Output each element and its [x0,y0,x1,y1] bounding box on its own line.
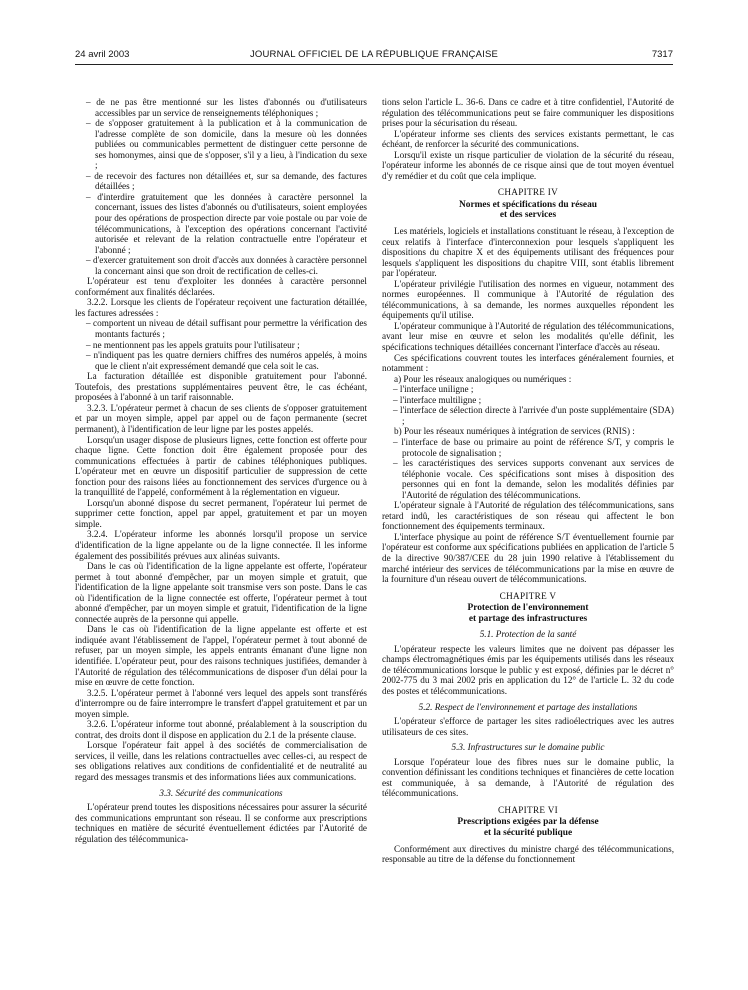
paragraph: L'opérateur signale à l'Autorité de régulation des télécommunications, sans retard indû, les caractéristiques de son réseau qui affectent le bon fonctionnement des équipements terminaux. [382,500,674,532]
paragraph: L'interface physique au point de référence S/T éventuellement fournie par l'opérateur est conforme aux spécifications publiées en application de l'article 5 de la directive 90/387/CEE du 28 juin 1990 relative à l'établissement du marché intérieur des services de télécommunications par la mise en œuvre de la fourniture d'un réseau ouvert de télécommunications. [382,531,674,585]
paragraph: La facturation détaillée est disponible gratuitement pour l'abonné. Toutefois, des prestations supplémentaires peuvent être, le cas échéant, proposées à l'abonné à un tarif raisonnable. [75,371,367,403]
paragraph: 3.2.4. L'opérateur informe les abonnés lorsqu'il propose un service d'identification de la ligne appelante ou de la ligne connectée. Il les informe également des possibilités prévues aux alinéas suivants. [75,529,367,561]
journal-title: JOURNAL OFFICIEL DE LA RÉPUBLIQUE FRANÇAISE [249,49,499,60]
header-rule [75,64,673,65]
right-column [382,97,674,977]
paragraph: Dans le cas où l'identification de la ligne appelante est offerte et est indiquée avant l'établissement de l'appel, l'opérateur permet à tout abonné de refuser, par un moyen simple, les appels entrants émanant d'une ligne non identifiée. L'opérateur peut, pour des raisons techniques justifiées, demander à l'Autorité de régulation des télécommunications de disposer d'un délai pour la mise en œuvre de cette fonction. [75,624,367,688]
paragraph: L'opérateur prend toutes les dispositions nécessaires pour assurer la sécurité des communications empruntant son réseau. Il se conforme aux prescriptions techniques en matière de sécurité éventuellement édictées par l'Autorité de régulation des télécommunica- [75,802,367,844]
paragraph: Les matériels, logiciels et installations constituant le réseau, à l'exception de ceux relatifs à l'interface d'interconnexion pour lesquels s'appliquent les dispositions du chapitre X et des équipements utilisant des fréquences pour lesquels s'appliquent les dispositions du chapitre VIII, sont établis librement par l'opérateur. [382,226,674,279]
list-item: – l'interface uniligne ; [393,384,474,395]
paragraph: 3.2.5. L'opérateur permet à l'abonné vers lequel des appels sont transférés d'interrompre ou de faire interrompre le transfert d'appel gratuitement et par un moyen simple. [75,687,367,719]
section-heading: 5.1. Protection de la santé [479,629,577,640]
paragraph: tions selon l'article L. 36-6. Dans ce cadre et à titre confidentiel, l'Autorité de régulation des télécommunications peut se faire communiquer les dispositions prises pour la sécurisation du réseau. [382,97,674,129]
chapter-title [382,817,674,838]
paragraph: L'opérateur informe ses clients des services existants permettant, le cas échéant, de renforcer la sécurité des communications. [382,128,674,150]
list-item: – les caractéristiques des services supports convenant aux services de téléphonie vocale. Ces spécifications sont mises à disposition des personnes qui en font la demande, selon les modalités définies par l'Autorité de régulation des télécommunications. [393,458,674,500]
paragraph: L'opérateur communique à l'Autorité de régulation des télécommunications, avant leur mise en œuvre et selon les modalités qu'elle définit, les spécifications techniques détaillées concernant l'interface d'accès au réseau. [382,320,674,353]
paragraph: 3.2.2. Lorsque les clients de l'opérateur reçoivent une facturation détaillée, les factures adressées : [75,297,367,318]
list-item: – ne mentionnent pas les appels gratuits pour l'utilisateur ; [86,339,300,350]
chapter-title-line: Normes et spécifications du réseau [459,199,597,210]
paragraph: L'opérateur s'efforce de partager les sites radioélectriques avec les autres utilisateurs de ces sites. [382,716,674,737]
paragraph: Ces spécifications couvrent toutes les interfaces généralement fournies, et notamment : [382,352,674,374]
paragraph: L'opérateur privilégie l'utilisation des normes en vigueur, notamment des normes européennes. Il communique à l'Autorité de régulation des télécommunications, à sa demande, les normes auxquelles répondent les équipements qu'il utilise. [382,278,674,321]
paragraph: Lorsqu'un usager dispose de plusieurs lignes, cette fonction est offerte pour chaque ligne. Cette fonction doit être également proposée pour des communications effectuées à partir de cabines téléphoniques publiques. L'opérateur met en œuvre un dispositif particulier de suppression de cette fonction pour des raisons liées au fonctionnement des services d'urgence ou à la tranquillité de l'appelé, conformément à la réglementation en vigueur. [75,434,367,498]
paragraph: Lorsqu'il existe un risque particulier de violation de la sécurité du réseau, l'opérateur informe les abonnés de ce risque ainsi que de tout moyen éventuel d'y remédier et du coût que cela implique. [382,149,674,181]
paragraph: L'opérateur respecte les valeurs limites que ne doivent pas dépasser les champs électromagnétiques émis par les équipements utilisés dans les réseaux de télécommunications lorsque le public y est exposé, définies par le décret n° 2002-775 du 3 mai 2002 pris en application du 12° de l'article L. 32 du code des postes et télécommunications. [382,643,674,696]
chapter-title-line: et des services [499,210,557,221]
paragraph: a) Pour les réseaux analogiques ou numériques : [394,373,572,384]
left-column [75,97,367,977]
chapter-title-line: Protection de l'environnement [467,603,589,614]
list-item: – l'interface de sélection directe à l'arrivée d'un poste supplémentaire (SDA) ; [393,405,674,426]
paragraph: Conformément aux directives du ministre chargé des télécommunications, responsable au titre de la défense du fonctionnement [382,843,674,865]
paragraph: Lorsque l'opérateur fait appel à des sociétés de commercialisation de services, il veille, dans les relations contractuelles avec celles-ci, au respect de ses obligations relatives aux conditions de confidentialité et de neutralité au regard des messages transmis et des informations liées aux communications. [75,740,367,782]
chapter-heading: CHAPITRE IV [497,187,559,198]
paragraph: Dans le cas où l'identification de la ligne appelante est offerte, l'opérateur permet à tout abonné d'empêcher, par un moyen simple et gratuit, que l'identification de la ligne appelante soit transmise vers son poste. Dans le cas où l'identification de la ligne connectée est offerte, l'opérateur permet à tout abonné d'empêcher, par un moyen simple et gratuit, l'identification de la ligne connectée auprès de la personne qui appelle. [75,561,367,624]
list-item: – d'exercer gratuitement son droit d'accès aux données à caractère personnel la concernant ainsi que son droit de rectification de celles-ci. [86,255,367,276]
list-item: – d'interdire gratuitement que les données à caractère personnel la concernant, issues des listes d'abonnés ou d'utilisateurs, soient employées pour des opérations de prospection directe par voie postale ou par voie de télécommunications, à l'exception des opérations concernant l'activité autorisée et relevant de la relation contractuelle entre l'opérateur et l'abonné ; [86,191,367,255]
paragraph: Lorsqu'un abonné dispose du secret permanent, l'opérateur lui permet de supprimer cette fonction, appel par appel, gratuitement et par un moyen simple. [75,497,367,529]
issue-date: 24 avril 2003 [75,49,130,60]
paragraph: Lorsque l'opérateur loue des fibres nues sur le domaine public, la convention définissant les conditions techniques et financières de cette location est communiquée, à sa demande, à l'Autorité de régulation des télécommunications. [382,756,674,799]
paragraph: b) Pour les réseaux numériques à intégration de services (RNIS) : [394,426,635,437]
section-heading: 5.3. Infrastructures sur le domaine public [451,742,605,753]
list-item: – l'interface de base ou primaire au point de référence S/T, y compris le protocole de signalisation ; [393,436,674,458]
page-header [75,49,673,63]
list-item: – comportent un niveau de détail suffisant pour permettre la vérification des montants facturés ; [86,318,367,340]
list-item: – n'indiquent pas les quatre derniers chiffres des numéros appelés, à moins que le client n'ait expressément demandé que cela soit le cas. [86,350,367,371]
page-number: 7317 [651,49,673,60]
chapter-title [382,200,674,221]
list-item: – l'interface multiligne ; [393,394,482,405]
chapter-title-line: et partage des infrastructures [468,613,588,624]
chapter-title-line: et la sécurité publique [483,828,573,838]
chapter-title-line: Prescriptions exigées par la défense [457,817,599,828]
chapter-heading: CHAPITRE V [499,590,557,601]
section-heading: 5.2. Respect de l'environnement et partage des installations [418,701,638,712]
section-heading: 3.3. Sécurité des communications [159,787,283,798]
list-item: – de s'opposer gratuitement à la publication et à la communication de l'adresse complète de son domicile, dans la mesure où les données publiées ou communicables permettent de distinguer cette personne de ses homonymes, ainsi que de s'opposer, s'il y a lieu, à l'indication du sexe ; [86,118,367,171]
chapter-heading: CHAPITRE VI [497,804,559,815]
list-item: – de recevoir des factures non détaillées et, sur sa demande, des factures détaillées ; [86,170,367,192]
paragraph: 3.2.3. L'opérateur permet à chacun de ses clients de s'opposer gratuitement et par un moyen simple, appel par appel ou de façon permanente (secret permanent), à l'identification de leur ligne par les postes appelés. [75,402,367,434]
chapter-title [382,603,674,624]
list-item: – de ne pas être mentionné sur les listes d'abonnés ou d'utilisateurs accessibles par un service de renseignements téléphoniques ; [86,97,367,118]
paragraph: L'opérateur est tenu d'exploiter les données à caractère personnel conformément aux finalités déclarées. [75,276,367,297]
paragraph: 3.2.6. L'opérateur informe tout abonné, préalablement à la souscription du contrat, des droits dont il dispose en application du 2.1 de la présente clause. [75,719,367,740]
